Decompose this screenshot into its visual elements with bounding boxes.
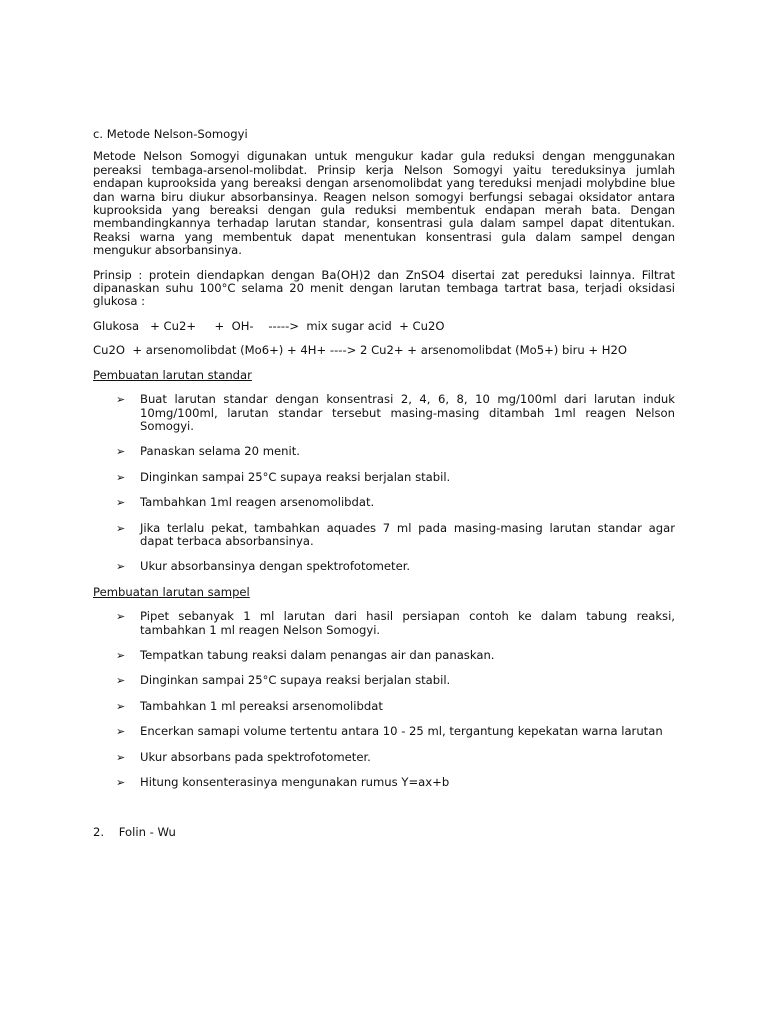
intro-paragraph: Metode Nelson Somogyi digunakan untuk mengukur kadar gula reduksi dengan menggunakan pereaksi tembaga-arsenol-molibdat. Prinsip kerja Nelson Somogyi yaitu tereduksinya jumlah endapan kuprooksida yang bereaksi dengan arsenomolibdat yang tereduksi menjadi molybdine blue dan warna biru diukur absorbansinya. Reagen nelson somogyi berfungsi sebagai oksidator antara kuprooksida yang bereaksi dengan gula reduksi membentuk endapan merah bata. Dengan membandingkannya terhadap larutan standar, konsentrasi gula dalam sampel dapat ditentukan. Reaksi warna yang membentuk dapat menentukan konsentrasi gula dalam sampel dengan mengukur absorbansinya. — [93, 149, 675, 258]
arrow-bullet-icon: ➢ — [116, 750, 126, 764]
list-item: ➢ Panaskan selama 20 menit. — [116, 444, 300, 459]
reaction-equation-2: Cu2O + arsenomolibdat (Mo6+) + 4H+ ----> 2 Cu2+ + arsenomolibdat (Mo5+) biru + H2O — [93, 343, 627, 358]
next-section-heading: 2. Folin - Wu — [93, 825, 176, 840]
document-page — [93, 128, 675, 840]
standard-heading: Pembuatan larutan standar — [93, 367, 252, 382]
list-item: ➢ Dinginkan sampai 25°C supaya reaksi berjalan stabil. — [116, 469, 451, 484]
list-item: ➢ Dinginkan sampai 25°C supaya reaksi berjalan stabil. — [116, 673, 451, 688]
list-item: ➢ Ukur absorbansinya dengan spektrofotometer. — [116, 559, 411, 574]
list-item: ➢ Pipet sebanyak 1 ml larutan dari hasil persiapan contoh ke dalam tabung reaksi, tambahkan 1 ml reagen Nelson Somogyi. — [116, 609, 675, 637]
arrow-bullet-icon: ➢ — [116, 470, 126, 484]
standard-steps-list — [93, 393, 675, 574]
list-item: ➢ Ukur absorbans pada spektrofotometer. — [116, 749, 371, 764]
arrow-bullet-icon: ➢ — [116, 699, 126, 713]
arrow-bullet-icon: ➢ — [116, 393, 126, 407]
section-heading: c. Metode Nelson-Somogyi — [93, 127, 248, 141]
list-item: ➢ Encerkan samapi volume tertentu antara 10 - 25 ml, tergantung kepekatan warna larutan — [116, 724, 663, 739]
arrow-bullet-icon: ➢ — [116, 648, 126, 662]
arrow-bullet-icon: ➢ — [116, 725, 126, 739]
list-item: ➢ Tempatkan tabung reaksi dalam penangas air dan panaskan. — [116, 647, 495, 662]
principle-paragraph: Prinsip : protein diendapkan dengan Ba(OH)2 dan ZnSO4 disertai zat pereduksi lainnya. Filtrat dipanaskan suhu 100°C selama 20 menit dengan larutan tembaga tartrat basa, terjadi oksidasi glukosa : — [93, 267, 675, 309]
arrow-bullet-icon: ➢ — [116, 776, 126, 789]
list-item: ➢ Hitung konsenterasinya mengunakan rumus Y=ax+b — [116, 775, 450, 789]
list-item: ➢ Buat larutan standar dengan konsentrasi 2, 4, 6, 8, 10 mg/100ml dari larutan induk 10mg/100ml, larutan standar tersebut masing-masing ditambah 1ml reagen Nelson Somogyi. — [116, 392, 675, 433]
reaction-equation-1: Glukosa + Cu2+ + OH- -----> mix sugar acid + Cu2O — [93, 318, 445, 333]
arrow-bullet-icon: ➢ — [116, 521, 126, 535]
arrow-bullet-icon: ➢ — [116, 496, 126, 510]
list-item: ➢ Jika terlalu pekat, tambahkan aquades 7 ml pada masing-masing larutan standar agar dapat terbaca absorbansinya. — [116, 520, 675, 548]
arrow-bullet-icon: ➢ — [116, 560, 126, 574]
list-item: ➢ Tambahkan 1ml reagen arsenomolibdat. — [116, 495, 375, 510]
arrow-bullet-icon: ➢ — [116, 610, 126, 624]
arrow-bullet-icon: ➢ — [116, 445, 126, 459]
arrow-bullet-icon: ➢ — [116, 674, 126, 688]
sample-heading: Pembuatan larutan sampel — [93, 584, 250, 599]
list-item: ➢ Tambahkan 1 ml pereaksi arsenomolibdat — [116, 698, 383, 713]
sample-steps-list — [93, 610, 675, 789]
